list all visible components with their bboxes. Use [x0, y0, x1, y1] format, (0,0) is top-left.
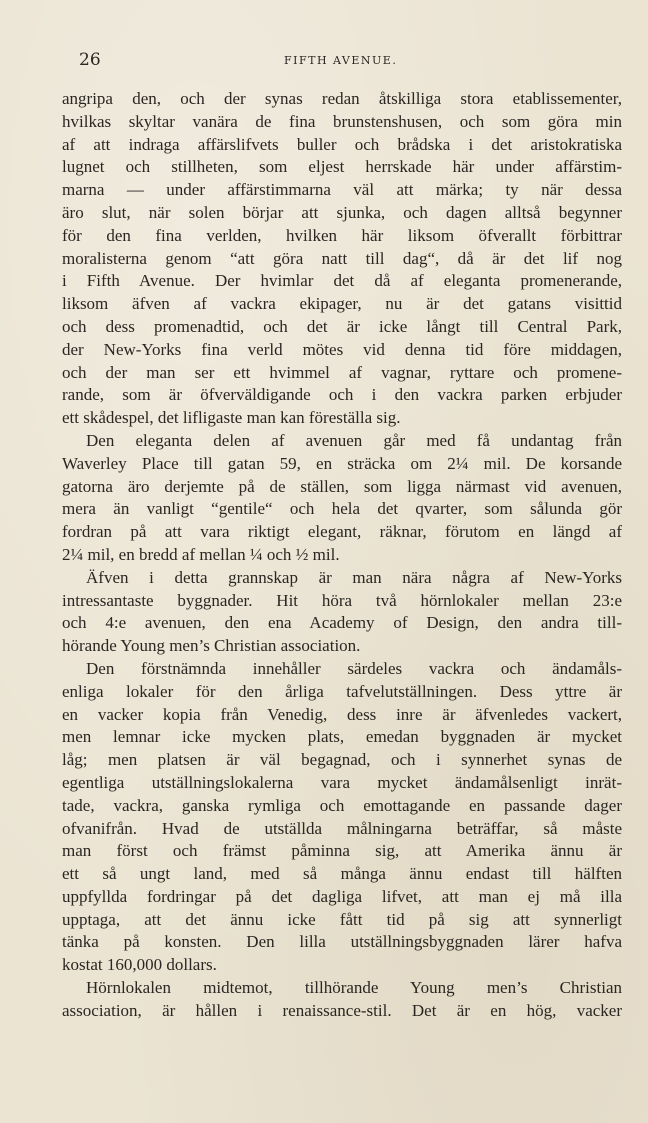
text-line: der New-Yorks fina verld mötes vid denna tid före middagen,	[62, 339, 622, 359]
text-line: man först och främst påminna sig, att Amerika ännu är	[62, 841, 622, 861]
text-line: enliga lokaler för den årliga tafvelutställningen. Dess yttre är	[62, 681, 622, 701]
text-line: Hörnlokalen midtemot, tillhörande Young men’s Christian	[86, 978, 622, 998]
text-line: och dess promenadtid, och det är icke långt till Central Park,	[62, 316, 622, 336]
text-line: i Fifth Avenue. Der hvimlar det då af eleganta promenerande,	[62, 271, 622, 291]
text-line: Den förstnämnda innehåller särdeles vackra och ändamåls-	[86, 658, 622, 678]
text-line: liksom äfven af vackra ekipager, nu är det gatans visittid	[62, 294, 622, 314]
text-line: mera än vanligt “gentile“ och hela det qvarter, som sålunda gör	[62, 499, 622, 519]
text-line: ett skådespel, det lifligaste man kan föreställa sig.	[62, 408, 401, 428]
text-line: lugnet och stillheten, som eljest herrskade här under affärstim-	[62, 157, 622, 177]
text-line: ett så ungt land, med så många ännu endast till hälften	[62, 864, 622, 884]
text-line: association, är hållen i renaissance-stil. Det är en hög, vacker	[62, 1000, 622, 1020]
text-line: hörande Young men’s Christian association.	[62, 636, 361, 656]
text-line: Waverley Place till gatan 59, en sträcka om 2¼ mil. De korsande	[62, 453, 622, 473]
page-number: 26	[79, 50, 101, 70]
running-head: FIFTH AVENUE.	[284, 54, 398, 67]
text-line: intressantaste byggnader. Hit höra två hörnlokaler mellan 23:e	[62, 590, 622, 610]
text-line: angripa den, och der synas redan åtskilliga stora etablissementer,	[62, 89, 622, 108]
text-line: en vacker kopia från Venedig, dess inre är äfvenledes vackert,	[62, 704, 622, 724]
text-line: gatorna äro derjemte på de ställen, som ligga närmast vid avenuen,	[62, 476, 622, 496]
text-line: upptaga, att det ännu icke fått tid på sig att synnerligt	[62, 909, 622, 929]
text-line: tade, vackra, ganska rymliga och emottagande en passande dager	[62, 795, 622, 815]
text-line: låg; men platsen är väl begagnad, och i synnerhet synas de	[62, 750, 622, 770]
text-line: fordran på att vara riktigt elegant, räknar, förutom en längd af	[62, 522, 622, 542]
text-line: och der man ser ett hvimmel af vagnar, ryttare och promene-	[62, 362, 622, 382]
text-line: men lemnar icke mycken plats, emedan byggnaden är mycket	[62, 727, 622, 747]
text-line: Den eleganta delen af avenuen går med få undantag från	[86, 430, 622, 450]
text-line: marna — under affärstimmarna väl att märka; ty när dessa	[62, 180, 622, 200]
text-line: Äfven i detta grannskap är man nära några af New-Yorks	[86, 567, 622, 587]
text-line: moralisterna genom “att göra natt till dag“, då är det lif nog	[62, 248, 622, 268]
body-text	[62, 88, 622, 1023]
text-line: ofvanifrån. Hvad de utställda målningarna beträffar, så måste	[62, 818, 622, 838]
text-line: egentliga utställningslokalerna vara mycket ändamålsenligt inrät-	[62, 772, 622, 792]
text-line: 2¼ mil, en bredd af mellan ¼ och ½ mil.	[62, 544, 340, 564]
text-line: af att indraga affärslifvets buller och brådska i det aristokratiska	[62, 134, 622, 154]
text-line: och 4:e avenuen, den ena Academy of Design, den andra till-	[62, 613, 622, 633]
text-line: för den fina verlden, hvilken här liksom öfverallt förbittrar	[62, 225, 622, 245]
text-line: hvilkas skyltar vanära de fina brunstenshusen, och som göra min	[62, 111, 622, 131]
text-line: tänka på konsten. Den lilla utställningsbyggnaden lärer hafva	[62, 932, 622, 952]
text-line: kostat 160,000 dollars.	[62, 955, 217, 975]
text-line: rande, som är öfverväldigande och i den vackra parken erbjuder	[62, 385, 622, 405]
text-line: äro slut, när solen börjar att sjunka, och dagen alltså begynner	[62, 202, 622, 222]
text-line: uppfyllda fordringar på det dagliga lifvet, att man ej må illa	[62, 886, 622, 906]
page-header	[62, 50, 622, 74]
